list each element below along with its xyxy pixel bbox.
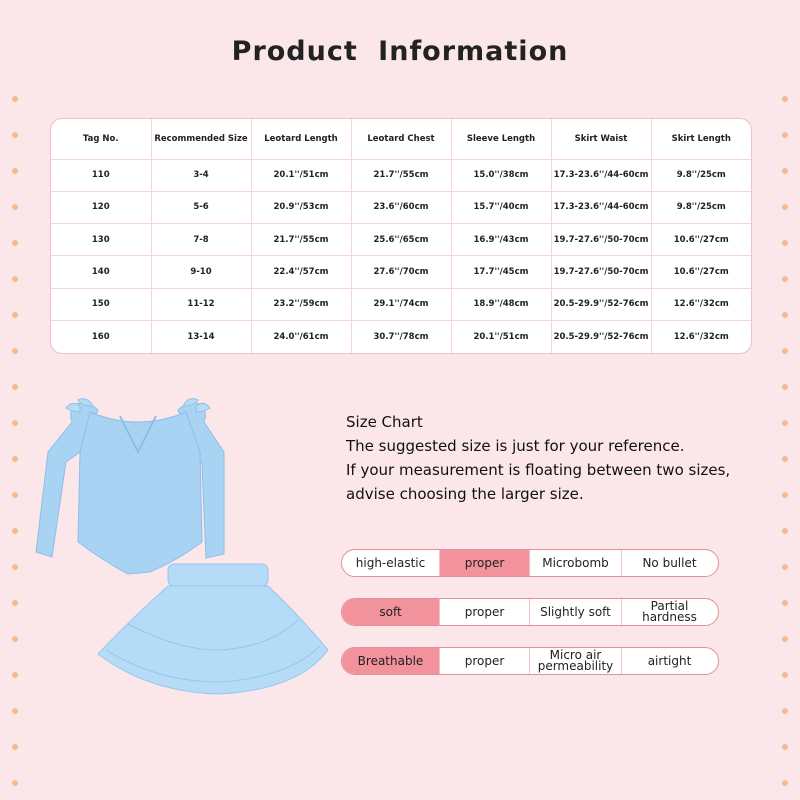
feature-cell: Micro air permeability (530, 648, 622, 674)
table-cell: 12.6''/32cm (651, 288, 751, 320)
decorative-dot (12, 312, 18, 318)
table-cell: 17.3-23.6''/44-60cm (551, 191, 651, 223)
table-row (51, 191, 751, 223)
table-cell: 29.1''/74cm (351, 288, 451, 320)
decorative-dot (782, 312, 788, 318)
table-cell: 24.0''/61cm (251, 321, 351, 353)
decorative-dot (12, 780, 18, 786)
table-cell: 130 (51, 224, 151, 256)
decorative-dot (782, 672, 788, 678)
decorative-dot (782, 204, 788, 210)
decorative-dot (782, 96, 788, 102)
column-header: Tag No. (51, 119, 151, 159)
table-cell: 9.8''/25cm (651, 159, 751, 191)
decorative-dot (782, 456, 788, 462)
table-cell: 19.7-27.6''/50-70cm (551, 224, 651, 256)
size-table-card (50, 118, 752, 354)
decorative-dot (12, 456, 18, 462)
feature-cell: Microbomb (530, 550, 622, 576)
decorative-dot (782, 564, 788, 570)
table-cell: 110 (51, 159, 151, 191)
column-header: Leotard Chest (351, 119, 451, 159)
decorative-dot (12, 564, 18, 570)
page-title: Product Information (231, 36, 569, 67)
table-cell: 11-12 (151, 288, 251, 320)
decorative-dot (782, 132, 788, 138)
size-chart-line: advise choosing the larger size. (346, 485, 584, 503)
table-cell: 10.6''/27cm (651, 224, 751, 256)
decorative-dot (12, 204, 18, 210)
decorative-dot (782, 492, 788, 498)
table-cell: 21.7''/55cm (251, 224, 351, 256)
decorative-dot (12, 384, 18, 390)
feature-cell-selected: proper (440, 550, 530, 576)
decorative-dot (12, 672, 18, 678)
table-row (51, 224, 751, 256)
feature-cell-selected: Breathable (342, 648, 440, 674)
feature-cell: Slightly soft (530, 599, 622, 625)
decorative-dot (12, 636, 18, 642)
table-cell: 15.7''/40cm (451, 191, 551, 223)
feature-row-elasticity (341, 549, 719, 577)
table-cell: 140 (51, 256, 151, 288)
decorative-dot (782, 528, 788, 534)
decorative-dot (12, 492, 18, 498)
column-header: Recommended Size (151, 119, 251, 159)
decorative-dot (12, 96, 18, 102)
table-cell: 15.0''/38cm (451, 159, 551, 191)
table-cell: 160 (51, 321, 151, 353)
feature-cell: proper (440, 648, 530, 674)
size-chart-line: The suggested size is just for your reference. (346, 437, 685, 455)
table-cell: 21.7''/55cm (351, 159, 451, 191)
decorative-dot (782, 600, 788, 606)
feature-row-breathability (341, 647, 719, 675)
size-chart-line: If your measurement is floating between two sizes, (346, 461, 731, 479)
table-cell: 20.1''/51cm (451, 321, 551, 353)
decorative-dot (782, 636, 788, 642)
table-body (51, 159, 751, 353)
decorative-dot (12, 276, 18, 282)
table-cell: 18.9''/48cm (451, 288, 551, 320)
table-cell: 22.4''/57cm (251, 256, 351, 288)
table-cell: 25.6''/65cm (351, 224, 451, 256)
decorative-dot (782, 708, 788, 714)
column-header: Skirt Length (651, 119, 751, 159)
table-header-row (51, 119, 751, 159)
table-row (51, 288, 751, 320)
decorative-dot (12, 348, 18, 354)
table-cell: 23.6''/60cm (351, 191, 451, 223)
table-cell: 3-4 (151, 159, 251, 191)
table-cell: 9.8''/25cm (651, 191, 751, 223)
table-cell: 12.6''/32cm (673, 332, 729, 343)
feature-cell: No bullet (642, 555, 697, 570)
decorative-dot (12, 744, 18, 750)
tutu (98, 564, 328, 694)
decorative-dot (782, 384, 788, 390)
leotard-tutu-image (28, 392, 328, 702)
decorative-dot (12, 528, 18, 534)
table-cell: 120 (51, 191, 151, 223)
table-cell: 30.7''/78cm (351, 321, 451, 353)
table-cell: 16.9''/43cm (451, 224, 551, 256)
feature-cell: proper (440, 599, 530, 625)
table-cell: 20.5-29.9''/52-76cm (551, 288, 651, 320)
table-cell: 20.1''/51cm (251, 159, 351, 191)
decorative-dot (782, 240, 788, 246)
table-cell: 5-6 (151, 191, 251, 223)
feature-cell: high-elastic (342, 550, 440, 576)
feature-cell: airtight (647, 653, 692, 668)
table-row (51, 256, 751, 288)
table-cell: 20.9''/53cm (251, 191, 351, 223)
decorative-dot (782, 276, 788, 282)
feature-cell-selected: soft (342, 599, 440, 625)
decorative-dot (12, 600, 18, 606)
table-row (51, 159, 751, 191)
decorative-dot (12, 240, 18, 246)
size-table (51, 119, 751, 353)
table-cell: 7-8 (151, 224, 251, 256)
column-header: Leotard Length (251, 119, 351, 159)
decorative-dot (12, 420, 18, 426)
table-cell: 17.7''/45cm (451, 256, 551, 288)
feature-cell: Partial hardness (642, 599, 697, 624)
table-cell: 9-10 (151, 256, 251, 288)
decorative-dot (12, 132, 18, 138)
decorative-dot (12, 168, 18, 174)
table-cell: 17.3-23.6''/44-60cm (551, 159, 651, 191)
decorative-dot (782, 420, 788, 426)
table-cell: 19.7-27.6''/50-70cm (551, 256, 651, 288)
table-cell: 13-14 (151, 321, 251, 353)
column-header: Sleeve Length (451, 119, 551, 159)
decorative-dot (782, 780, 788, 786)
decorative-dot (782, 168, 788, 174)
table-cell: 10.6''/27cm (651, 256, 751, 288)
size-chart-note (346, 410, 776, 506)
table-cell: 20.5-29.9''/52-76cm (551, 321, 651, 353)
table-cell: 23.2''/59cm (251, 288, 351, 320)
decorative-dot (782, 348, 788, 354)
size-chart-heading: Size Chart (346, 413, 423, 431)
decorative-dot (782, 744, 788, 750)
column-header: Skirt Waist (551, 119, 651, 159)
table-cell: 150 (51, 288, 151, 320)
table-cell: 27.6''/70cm (351, 256, 451, 288)
leotard (36, 399, 224, 574)
decorative-dot (12, 708, 18, 714)
feature-row-softness (341, 598, 719, 626)
table-row (51, 321, 751, 353)
